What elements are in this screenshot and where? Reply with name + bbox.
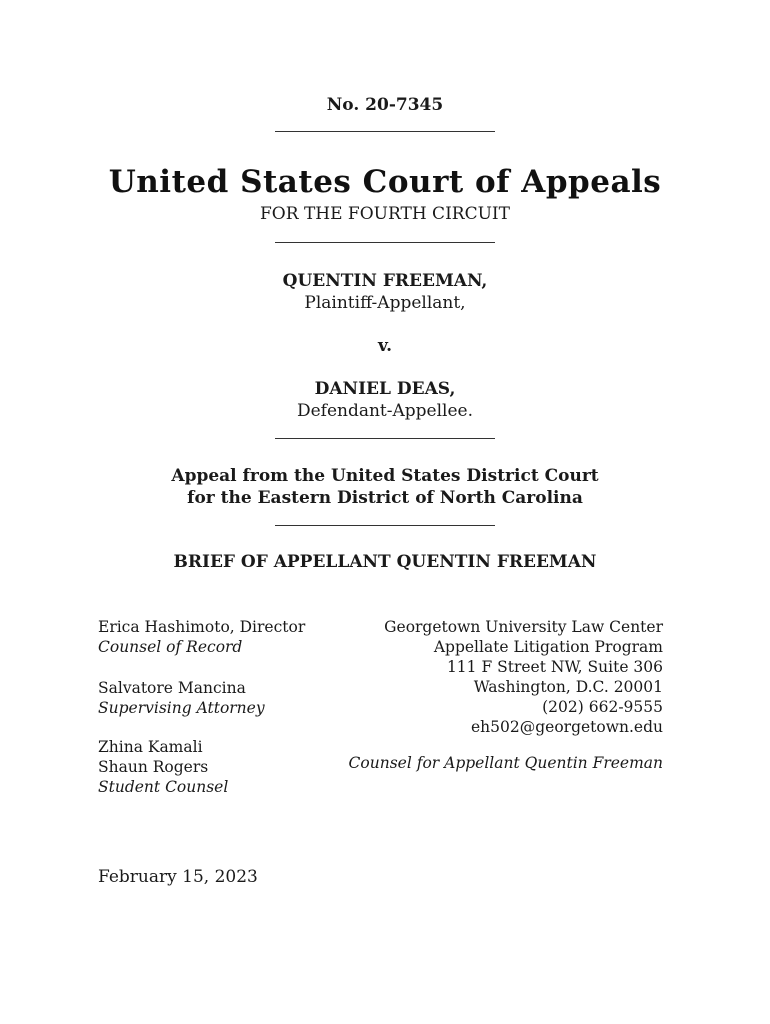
phone-number: (202) 662-9555 xyxy=(542,698,663,716)
case-number: No. 20-7345 xyxy=(326,95,444,115)
address-line: Washington, D.C. 20001 xyxy=(473,678,663,696)
counsel-name: Salvatore Mancina xyxy=(98,679,246,697)
counsel-role: Counsel of Record xyxy=(98,638,243,656)
brief-title: BRIEF OF APPELLANT QUENTIN FREEMAN xyxy=(173,552,597,572)
email-address: eh502@georgetown.edu xyxy=(471,718,663,736)
divider-rule xyxy=(275,242,495,243)
appellant-role: Plaintiff-Appellant, xyxy=(304,293,466,313)
counsel-for-label: Counsel for Appellant Quentin Freeman xyxy=(348,754,663,772)
filing-date: February 15, 2023 xyxy=(98,867,258,887)
appellee-role: Defendant-Appellee. xyxy=(296,401,474,421)
counsel-name: Shaun Rogers xyxy=(98,758,209,776)
appeal-from-line1: Appeal from the United States District Court xyxy=(171,466,599,486)
counsel-contact xyxy=(349,617,663,773)
divider-rule xyxy=(275,525,495,526)
address-line: 111 F Street NW, Suite 306 xyxy=(446,658,663,676)
appellee-name: DANIEL DEAS, xyxy=(314,379,456,399)
counsel-role: Supervising Attorney xyxy=(98,699,265,717)
versus-label: v. xyxy=(377,336,393,356)
counsel-role: Student Counsel xyxy=(98,778,229,796)
counsel-name: Erica Hashimoto, Director xyxy=(98,618,306,636)
counsel-list xyxy=(98,617,305,797)
divider-rule xyxy=(275,131,495,132)
appeal-from-line2: for the Eastern District of North Carolina xyxy=(187,488,583,508)
court-name: United States Court of Appeals xyxy=(108,164,662,200)
address-line: Georgetown University Law Center xyxy=(384,618,663,636)
address-line: Appellate Litigation Program xyxy=(433,638,663,656)
counsel-name: Zhina Kamali xyxy=(98,738,203,756)
appellant-name: QUENTIN FREEMAN, xyxy=(282,271,488,291)
court-circuit: FOR THE FOURTH CIRCUIT xyxy=(260,204,510,224)
divider-rule xyxy=(275,438,495,439)
